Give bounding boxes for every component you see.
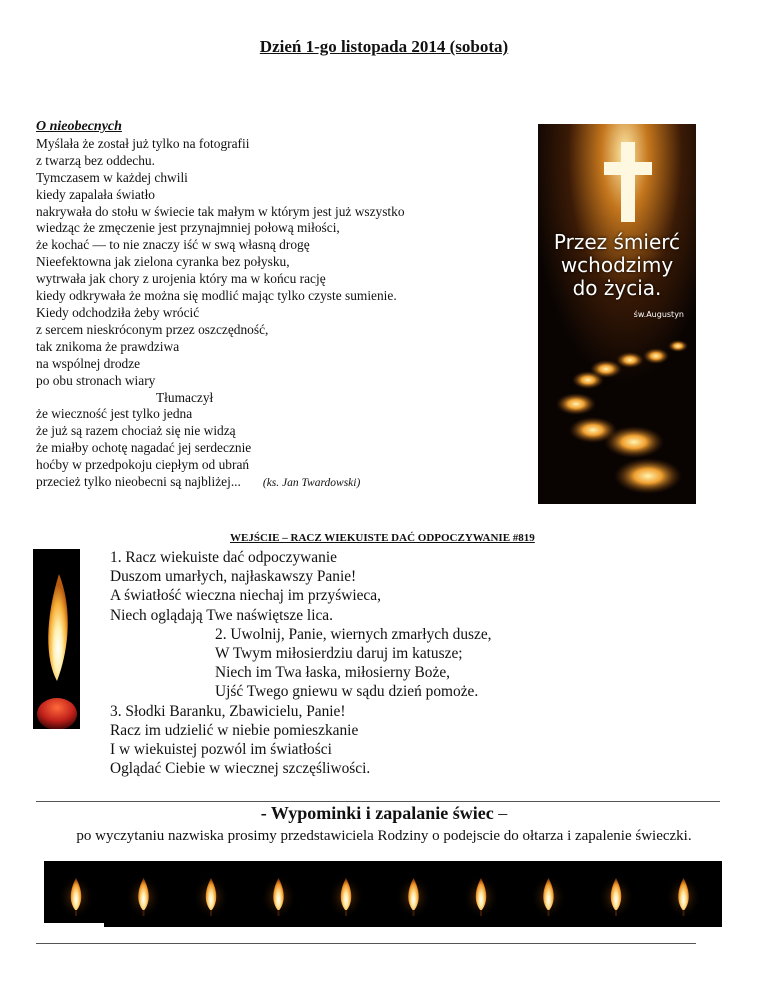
strip-notch: [44, 923, 104, 927]
hymn-heading: WEJŚCIE – RACZ WIEKUISTE DAĆ ODPOCZYWANIE #819: [230, 532, 535, 544]
candle-flame-icon: [58, 875, 94, 919]
cross-candles-image: [538, 124, 696, 504]
hymn-line: Ujść Twego gniewu w sądu dzień pomoże.: [215, 683, 479, 701]
candle-flame-icon: [126, 875, 162, 919]
poem-line: na wspólnej drodze: [36, 355, 141, 371]
candle-flame-icon: [33, 549, 80, 729]
candle-flame-icon: [328, 875, 364, 919]
poem-line: że już są razem chociaż się nie widzą: [36, 423, 236, 439]
poem-title: O nieobecnych: [36, 119, 122, 134]
poem-line: kiedy odkrywała że można się modlić mając tylko czyste sumienie.: [36, 288, 397, 304]
poem-line: kiedy zapalała światło: [36, 186, 155, 202]
hymn: [110, 548, 710, 778]
hymn-line: 1. Racz wiekuiste dać odpoczywanie: [110, 549, 337, 566]
hymn-line: Niech oglądają Twe naświętsze lica.: [110, 606, 333, 624]
hymn-line: I w wiekuistej pozwól im światłości: [110, 741, 332, 759]
candle-image: [33, 549, 80, 729]
cross-author: św.Augustyn: [633, 310, 684, 319]
poem-author: (ks. Jan Twardowski): [262, 477, 361, 490]
candles-strip-svg: [44, 861, 722, 927]
hymn-line: Racz im udzielić w niebie pomieszkanie: [110, 721, 359, 739]
hymn-line: W Twym miłosierdziu daruj im katusze;: [215, 645, 463, 663]
poem-line: wiedząc że zmęczenie jest przynajmniej połową miłości,: [36, 220, 340, 236]
poem-line: hoćby w przedpokoju ciepłym od ubrań: [36, 457, 250, 473]
hymn-line: Duszom umarłych, najłaskawszy Panie!: [110, 568, 357, 586]
cross-text-line: do życia.: [572, 276, 662, 300]
poem-line: Kiedy odchodziła żeby wrócić: [36, 304, 200, 320]
poem-line: Nieefektowna jak zielona cyranka bez połysku,: [36, 254, 290, 270]
poem-line: Tłumaczył: [156, 389, 214, 405]
divider: [36, 943, 696, 944]
poem-last-line: [36, 474, 516, 492]
candle-flame-icon: [261, 875, 297, 919]
candle-flame-icon: [598, 875, 634, 919]
candle-flame-icon: [463, 875, 499, 919]
wypominki-title-dash: –: [493, 803, 508, 823]
cross-text-line: wchodzimy: [560, 253, 674, 277]
page-title: Dzień 1-go listopada 2014 (sobota): [259, 37, 509, 56]
candle-flame-icon: [193, 875, 229, 919]
hymn-line: Niech im Twa łaska, miłosierny Boże,: [215, 664, 450, 682]
candle-flame-icon: [666, 875, 702, 919]
poem-line: Myślała że został już tylko na fotografii: [36, 135, 250, 151]
wypominki-title: [0, 803, 768, 824]
poem-line: z twarzą bez oddechu.: [36, 152, 155, 168]
wypominki-title-text: - Wypominki i zapalanie świec: [260, 803, 494, 823]
poem: [36, 119, 516, 492]
hymn-line: A światłość wieczna niechaj im przyświeca,: [110, 587, 381, 605]
candle-flame-icon: [396, 875, 432, 919]
poem-line: że wieczność jest tylko jedna: [36, 406, 193, 422]
poem-line: po obu stronach wiary: [36, 372, 156, 388]
poem-line: że miałby ochotę nagadać jej serdecznie: [36, 440, 252, 456]
cross-text-line: Przez śmierć: [553, 230, 681, 254]
wypominki-note: po wyczytaniu nazwiska prosimy przedstawiciela Rodziny o podejscie do ołtarza i zapalenie świeczki.: [76, 828, 692, 844]
poem-line: wytrwała jak chory z urojenia który ma w końcu rację: [36, 271, 326, 287]
hymn-line: 3. Słodki Baranku, Zbawicielu, Panie!: [110, 702, 346, 720]
hymn-line: Oglądać Ciebie w wiecznej szczęśliwości.: [110, 760, 371, 778]
poem-line: nakrywała do stołu w świecie tak małym w którym jest już wszystko: [36, 203, 405, 219]
hymn-line: 2. Uwolnij, Panie, wiernych zmarłych dusze,: [215, 625, 492, 643]
poem-line: że kochać — to nie znaczy iść w swą własną drogę: [36, 237, 310, 253]
divider: [36, 801, 720, 802]
poem-line: tak znikoma że prawdziwa: [36, 338, 180, 354]
candle-flame-icon: [531, 875, 567, 919]
poem-line: z sercem nieskróconym przez oszczędność,: [36, 321, 269, 337]
poem-line: Tymczasem w każdej chwili: [36, 169, 188, 185]
poem-line-text: przecież tylko nieobecni są najbliżej...: [36, 474, 241, 490]
candles-strip-image: [44, 861, 722, 927]
